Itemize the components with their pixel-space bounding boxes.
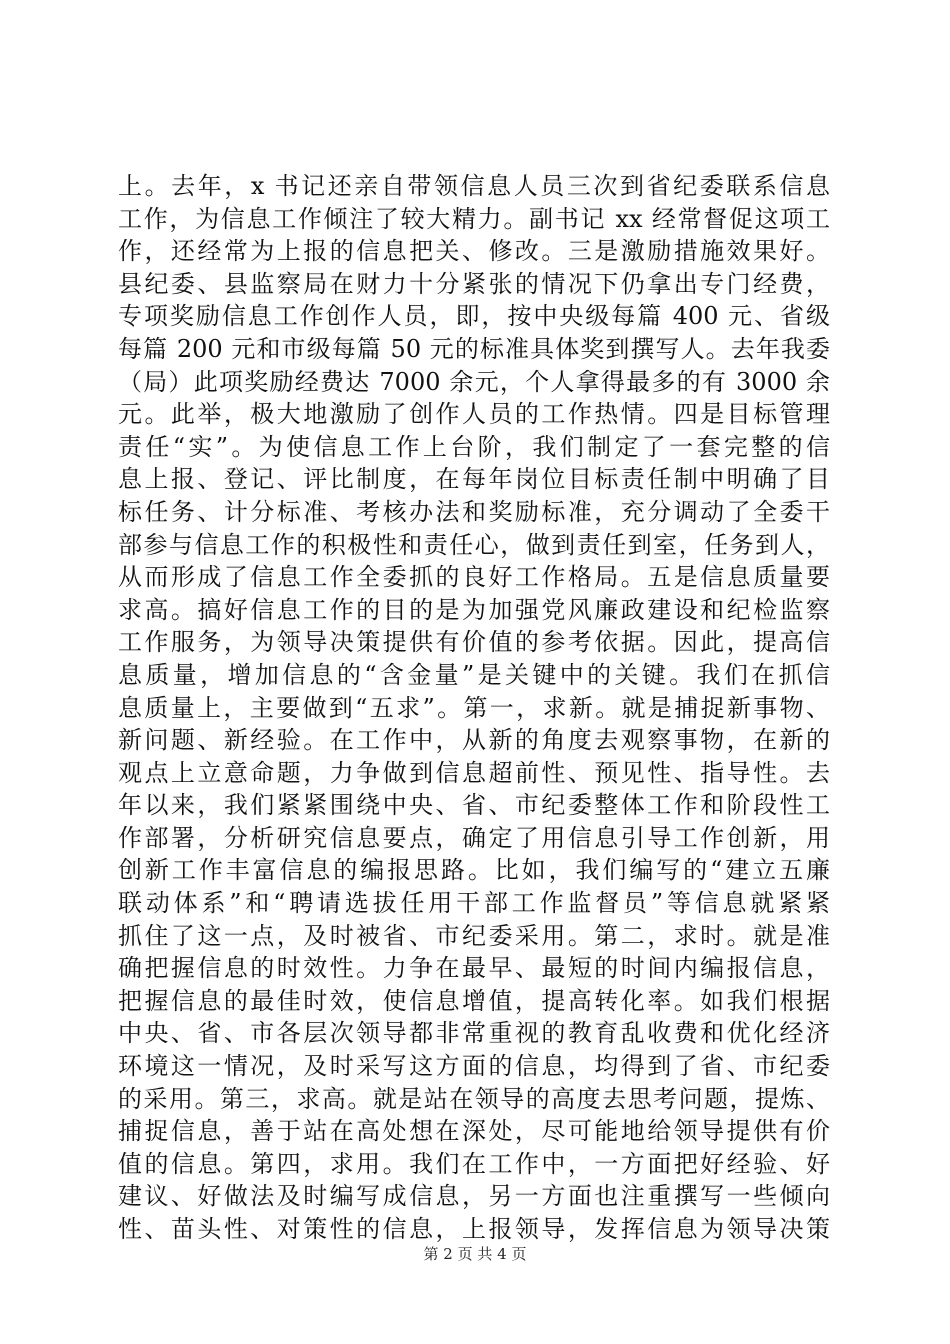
text-line: 息质量，增加信息的“含金量”是关键中的关键。我们在抓信 bbox=[118, 660, 830, 689]
text-line: （局）此项奖励经费达 7000 余元，个人拿得最多的有 3000 余 bbox=[118, 367, 830, 396]
text-line: 部参与信息工作的积极性和责任心，做到责任到室，任务到人， bbox=[118, 530, 830, 559]
text-line: 创新工作丰富信息的编报思路。比如，我们编写的“建立五廉 bbox=[118, 856, 830, 885]
text-line: 专项奖励信息工作创作人员，即，按中央级每篇 400 元、省级 bbox=[118, 302, 830, 331]
text-line: 责任“实”。为使信息工作上台阶，我们制定了一套完整的信 bbox=[118, 432, 830, 461]
text-line: 求高。搞好信息工作的目的是为加强党风廉政建设和纪检监察 bbox=[118, 595, 830, 624]
text-line: 观点上立意命题，力争做到信息超前性、预见性、指导性。去 bbox=[118, 758, 830, 787]
text-line: 作，还经常为上报的信息把关、修改。三是激励措施效果好。 bbox=[118, 237, 830, 266]
text-line: 的采用。第三，求高。就是站在领导的高度去思考问题，提炼、 bbox=[118, 1084, 830, 1113]
text-line: 作部署，分析研究信息要点，确定了用信息引导工作创新，用 bbox=[118, 823, 830, 852]
text-line: 县纪委、县监察局在财力十分紧张的情况下仍拿出专门经费， bbox=[118, 269, 830, 298]
text-line: 值的信息。第四，求用。我们在工作中，一方面把好经验、好 bbox=[118, 1149, 830, 1178]
text-line: 联动体系”和“聘请选拔任用干部工作监督员”等信息就紧紧 bbox=[118, 889, 830, 918]
page-footer: 第 2 页 共 4 页 bbox=[423, 1245, 527, 1263]
text-line: 标任务、计分标准、考核办法和奖励标准，充分调动了全委干 bbox=[118, 497, 830, 526]
text-line: 上。去年，x 书记还亲自带领信息人员三次到省纪委联系信息 bbox=[118, 172, 830, 200]
text-line: 新问题、新经验。在工作中，从新的角度去观察事物，在新的 bbox=[118, 726, 830, 755]
body-text bbox=[118, 170, 830, 1246]
text-line: 确把握信息的时效性。力争在最早、最短的时间内编报信息， bbox=[118, 954, 830, 983]
text-line: 性、苗头性、对策性的信息，上报领导，发挥信息为领导决策 bbox=[118, 1215, 830, 1243]
text-line: 建议、好做法及时编写成信息，另一方面也注重撰写一些倾向 bbox=[118, 1182, 830, 1211]
text-line: 抓住了这一点，及时被省、市纪委采用。第二，求时。就是准 bbox=[118, 921, 830, 950]
text-line: 年以来，我们紧紧围绕中央、省、市纪委整体工作和阶段性工 bbox=[118, 791, 830, 820]
text-line: 每篇 200 元和市级每篇 50 元的标准具体奖到撰写人。去年我委 bbox=[118, 334, 830, 363]
text-line: 工作服务，为领导决策提供有价值的参考依据。因此，提高信 bbox=[118, 628, 830, 657]
text-line: 元。此举，极大地激励了创作人员的工作热情。四是目标管理 bbox=[118, 400, 830, 429]
text-line: 中央、省、市各层次领导都非常重视的教育乱收费和优化经济 bbox=[118, 1019, 830, 1048]
text-line: 息质量上，主要做到“五求”。第一，求新。就是捕捉新事物、 bbox=[118, 693, 830, 722]
text-line: 工作，为信息工作倾注了较大精力。副书记 xx 经常督促这项工 bbox=[118, 204, 830, 233]
text-line: 环境这一情况，及时采写这方面的信息，均得到了省、市纪委 bbox=[118, 1052, 830, 1081]
text-line: 从而形成了信息工作全委抓的良好工作格局。五是信息质量要 bbox=[118, 563, 830, 592]
text-line: 捕捉信息，善于站在高处想在深处，尽可能地给领导提供有价 bbox=[118, 1117, 830, 1146]
text-line: 息上报、登记、评比制度，在每年岗位目标责任制中明确了目 bbox=[118, 465, 830, 494]
text-line: 把握信息的最佳时效，使信息增值，提高转化率。如我们根据 bbox=[118, 986, 830, 1015]
